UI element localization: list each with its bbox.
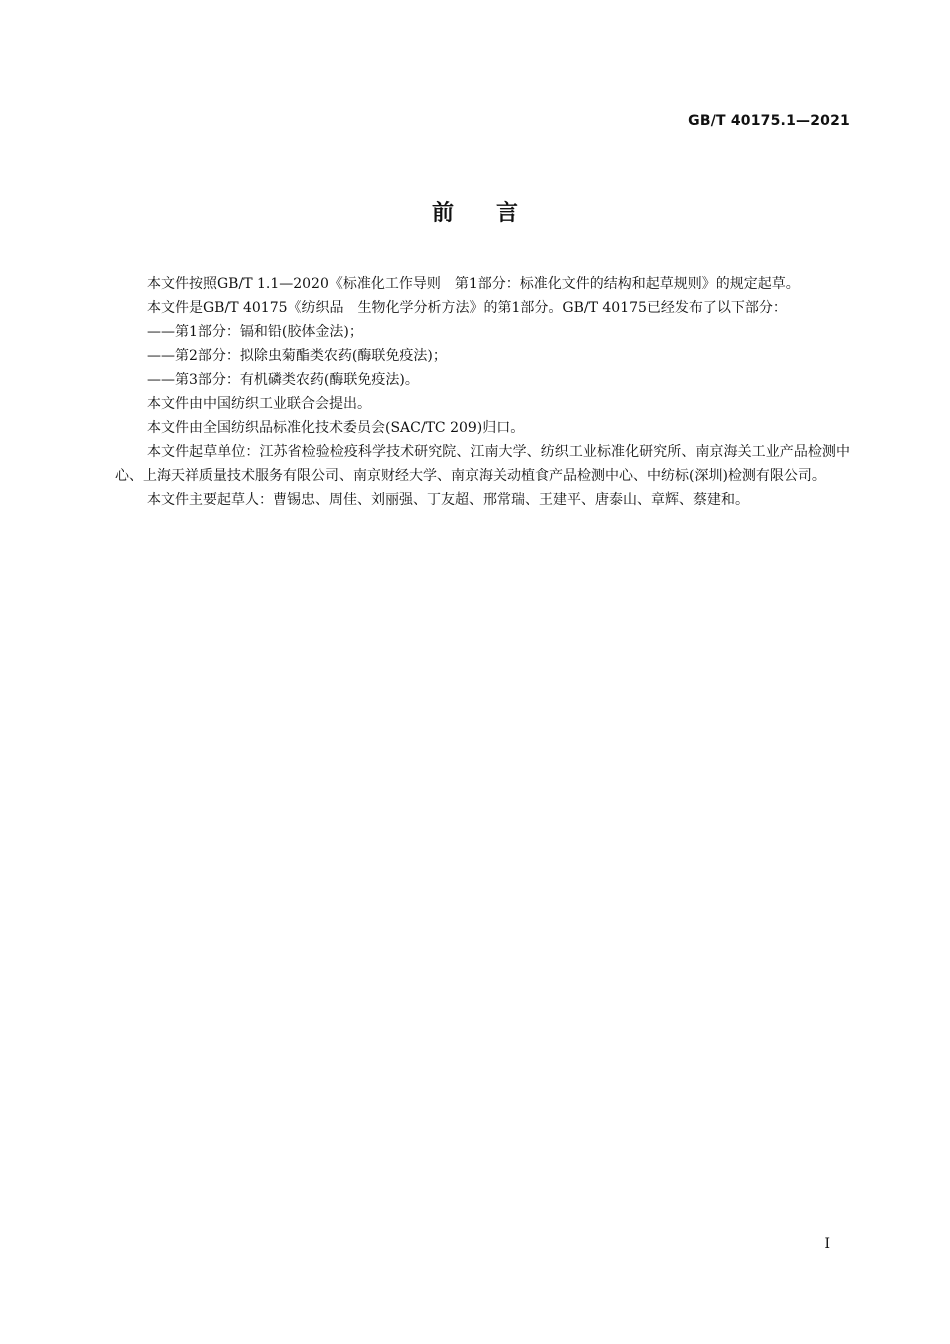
paragraph-proposer: 本文件由中国纺织工业联合会提出。 [147,396,371,412]
page-title: 前言 [431,201,560,226]
list-item-part-2: ——第2部分：拟除虫菊酯类农药(酶联免疫法)； [147,348,447,364]
paragraph-drafting-units: 本文件起草单位：江苏省检验检疫科学技术研究院、江南大学、纺织工业标准化研究所、南京海关工业产品检测中心、上海天祥质量技术服务有限公司、南京财经大学、南京海关动植食产品检测中心、中纺标(深圳)检测有限公司。 [115,444,850,484]
list-item-part-1: ——第1部分：镉和铅(胶体金法)； [147,324,363,340]
paragraph-committee: 本文件由全国纺织品标准化技术委员会(SAC/TC 209)归口。 [147,420,525,436]
standard-code: GB/T 40175.1—2021 [688,113,850,129]
paragraph-drafting-rules: 本文件按照GB/T 1.1—2020《标准化工作导则 第1部分：标准化文件的结构和起草规则》的规定起草。 [147,276,800,292]
list-item-part-3: ——第3部分：有机磷类农药(酶联免疫法)。 [147,372,419,388]
paragraph-series-intro: 本文件是GB/T 40175《纺织品 生物化学分析方法》的第1部分。GB/T 40175已经发布了以下部分： [147,300,787,316]
paragraph-drafters: 本文件主要起草人：曹锡忠、周佳、刘丽强、丁友超、邢常瑞、王建平、唐泰山、章辉、蔡建和。 [147,492,749,508]
foreword-body [115,272,850,512]
page-number: I [824,1236,830,1252]
